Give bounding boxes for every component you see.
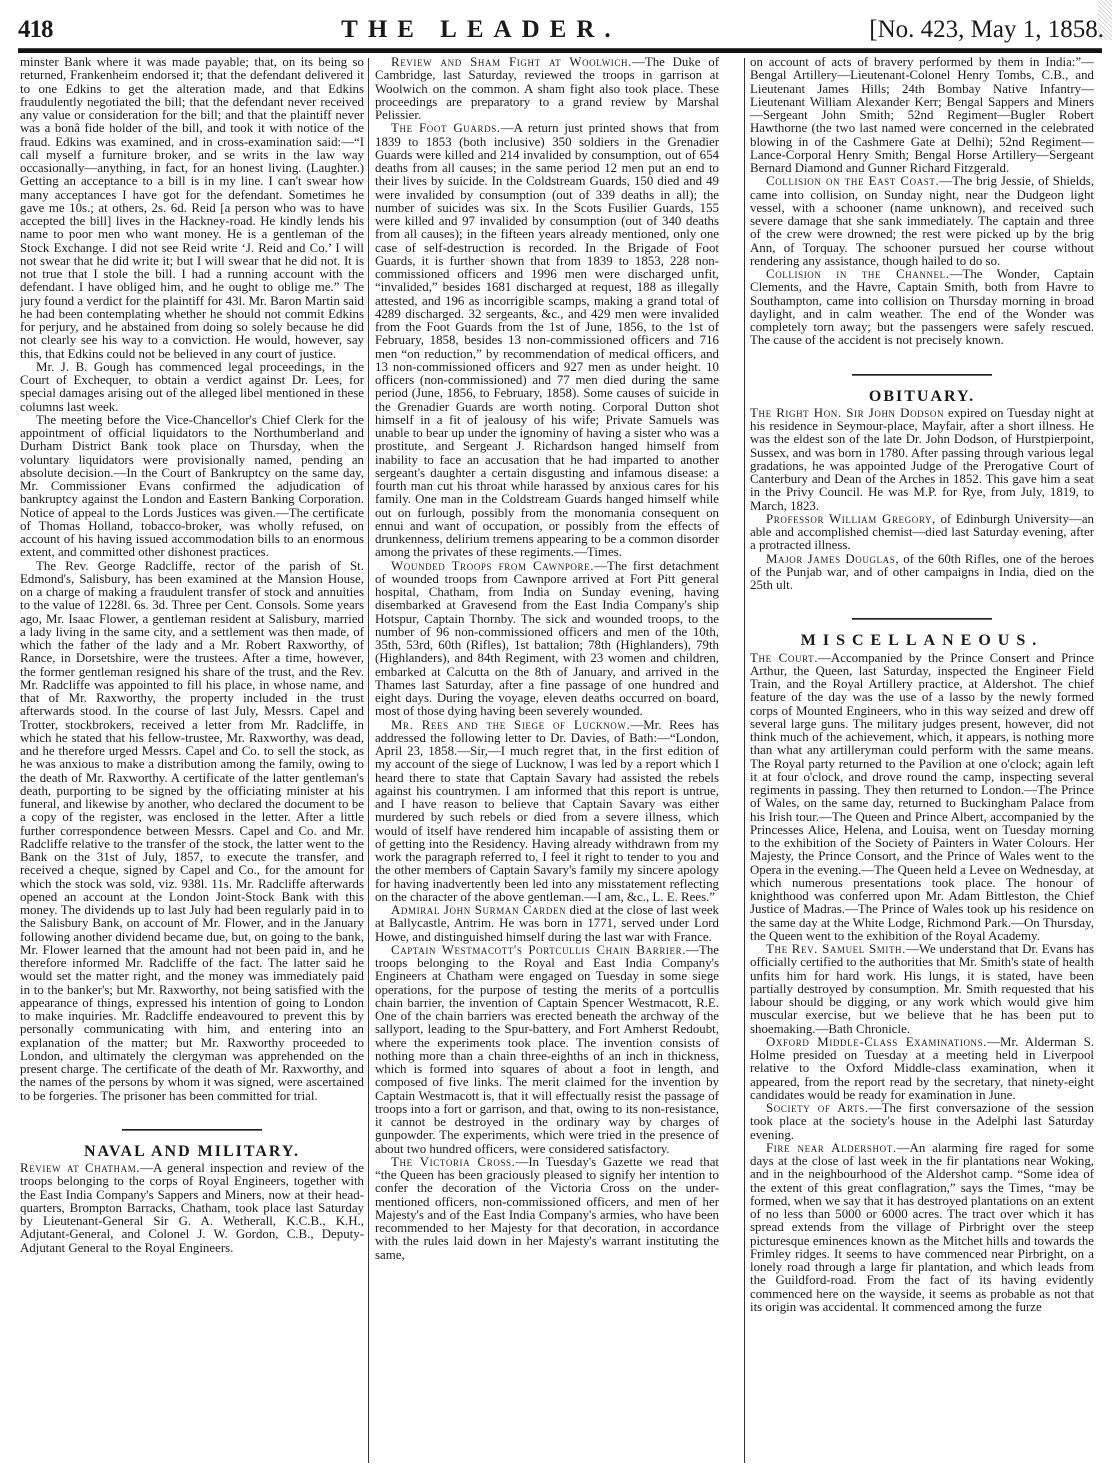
article-paragraph <box>375 560 719 719</box>
article-paragraph: Mr. J. B. Gough has commenced legal proceedings, in the Court of Exchequer, to obtain a verdict against Dr. Lees, for special damages arising out of the alleged libel mentioned in these columns last week. <box>20 359 364 414</box>
column-divider-1 <box>368 58 369 1463</box>
article-lead: Review and Sham Fight at Woolwich. <box>391 56 632 69</box>
section-divider <box>122 1129 262 1131</box>
article-paragraph <box>750 1142 1094 1314</box>
article-body: —Mr. Alderman S. Holme presided on Tuesday at a meeting held in Liverpool relative to the Oxford Middle-class examination, when it appeared, from the report read by the secretary, that ninety-eight candidates would be ready for examination in June. <box>750 1034 1094 1102</box>
article-body: —The first detachment of wounded troops from Cawnpore arrived at Fort Pitt general hospital, Chatham, from India on Sunday evening, having disembarked at Gravesend from the East India Company's ship Hotspur, Captain Thornby. The sick and wounded troops, to the number of 96 non-commissioned officers and men of the 10th, 35th, 53rd, 60th (Rifles), 1st battalion; 78th (Highlanders), 79th (Highlanders), and 84th Regiment, with 23 women and children, embarked at Calcutta on the 8th of January, and arrived in the Thames last Saturday, after a fine passage of one hundred and eight days. During the voyage, eleven deaths occurred on board, most of those dying having been severely wounded. <box>375 558 719 719</box>
article-lead: The Rev. Samuel Smith. <box>766 942 906 956</box>
article-lead: Oxford Middle-Class Examinations. <box>766 1034 988 1049</box>
issue-date: [No. 423, May 1, 1858. <box>869 16 1104 43</box>
article-paragraph <box>750 175 1094 268</box>
article-lead: Captain Westmacott's Portcullis Chain Barrier. <box>391 942 687 957</box>
article-paragraph <box>750 1036 1094 1102</box>
section-divider <box>852 618 992 620</box>
article-lead: Collision in the Channel. <box>766 267 950 281</box>
article-lead: The Victoria Cross. <box>391 1154 516 1169</box>
column-2 <box>375 56 719 1457</box>
section-heading-miscellaneous: MISCELLANEOUS. <box>800 632 1044 650</box>
article-body: —The brig Jessie, of Shields, came into collision, on Sunday night, near the Dudgeon light vessel, with a schooner (name unknown), and received such severe damage that she sank immediately. The captain and three of the crew were drowned; the rest were picked up by the brig Ann, of Torquay. The schooner pursued her course without rendering any assistance, though hailed to do so. <box>750 174 1094 268</box>
article-paragraph <box>375 1156 719 1262</box>
newspaper-title: THE LEADER. <box>341 16 621 43</box>
article-body: —A return just printed shows that from 1839 to 1853 (both inclusive) 350 soldiers in the Grenadier Guards were killed and 214 invalided by consumption, out of 654 deaths from all causes; in the same period 12 men put an end to their lives by suicide. In the Coldstream Guards, 150 died and 49 were invalided by consumption (out of 339 deaths in all); the number of suicides was six. In the Scots Fusilier Guards, 155 were killed and 97 invalided by consumption (out of 340 deaths from all causes); in the fifteen years already mentioned, only one case of self-destruction is recorded. In the Brigade of Foot Guards, it is further shown that from 1839 to 1853, 228 non-commissioned officers and 1996 men were discharged unfit, “invalided,” besides 1681 discharged at request, 188 as illegally attested, and 196 as incorrigible scamps, making a grand total of 4289 discharged. 32 sergeants, &c., and 429 men were invalided from the Foot Guards from the 1st of June, 1856, to the 1st of February, 1858, besides 13 non-commissioned officers and 716 men “on reduction,” by recommendation of medical officers, and 13 non-commissioned officers and 927 men as under height. 10 officers (non-commissioned) and 77 men died during the same period (June, 1856, to February, 1858). Some causes of suicide in the Grenadier Guards are worth noting. Corporal Dutton shot himself in a fit of jealousy of his wife; Private Samuels was unable to bear up under the ignominy of having a sister who was a prostitute, and Sergeant J. Richardson hanged himself from inability to face an accusation that he had imparted to another sergeant's daughter a certain disgusting and infamous disease: a fourth man cut his throat while harassed by anxious cares for his family. One man in the Coldstream Guards hanged himself while out on furlough, possibly from the monomania consequent on ennui and want of occupation, or possibly from the effects of drunkenness, delirium tremens appearing to be a common disorder among the privates of these regiments.—Times. <box>375 121 719 560</box>
article-lead: Fire near Aldershot. <box>766 1140 897 1155</box>
masthead <box>18 14 1104 44</box>
article-body: —The troops belonging to the Royal and East India Company's Engineers at Chatham were engaged on Tuesday in some siege operations, for the purpose of testing the merits of a portcullis chain barrier, the invention of Captain Spencer Westmacott, R.E. One of the chain barriers was erected beneath the archway of the sallyport, leading to the Spur-battery, and Fort Amherst Redoubt, where the experiments took place. The invention consists of nothing more than a chain three-eighths of an inch in thickness, which is formed into squares of about a foot in length, and composed of five links. The merit claimed for the invention by Captain Westmacott is, that it will effectually resist the passage of troops into a fort or garrison, and that, owing to its non-resistance, it cannot be destroyed in the ordinary way by charges of gunpowder. The experiments, which were tried in the presence of about two hundred officers, were considered satisfactory. <box>375 942 719 1156</box>
article-paragraph <box>375 904 719 944</box>
article-body: —Accompanied by the Prince Consert and Prince Arthur, the Queen, last Saturday, inspected the Engineer Field Train, and the Royal Artillery practice, at Aldershot. The chief feature of the day was the use of a lasso by the newly formed corps of Mounted Engineers, who in this way seized and drew off several large guns. The military judges present, however, did not think much of the achievement, which, it appears, is nothing more than what any artilleryman could perform with the same means. The Royal party returned to the Pavilion at one o'clock; again left it at four o'clock, and drove round the camp, inspecting several regiments in passing. They then returned to London.—The Prince of Wales, on the same day, returned to Buckingham Palace from his Irish tour.—The Queen and Prince Albert, accompanied by the Princesses Alice, Helena, and Louisa, went on Tuesday morning to the exhibition of the Society of Painters in Water Colours. Her Majesty, the Prince Consort, and the Prince of Wales went to the Opera in the evening.—The Queen held a Levee on Wednesday, at which numerous presentations took place. The honour of knighthood was conferred upon Mr. Adam Bittleston, the Chief Justice of Madras.—The Prince of Wales took up his residence on the same day at the White Lodge, Richmond Park.—On Thursday, the Queen went to the exhibition of the Royal Academy. <box>750 650 1094 943</box>
section-heading-naval-military: NAVAL AND MILITARY. <box>83 1142 300 1160</box>
article-body: of Edinburgh University—an able and accomplished chemist—died last Saturday evening, after a protracted illness. <box>750 511 1094 553</box>
article-body: —Mr. Rees has addressed the following letter to Dr. Davies, of Bath:—“London, April 23, 1858.—Sir,—I much regret that, in the first edition of my account of the siege of Lucknow, I was led by a report which I heard there to state that Captain Savary had assisted the rebels against his countrymen. I am informed that this report is untrue, and I have reason to believe that Captain Savary was either murdered by such rebels or died from a severe illness, which would of itself have rendered him incapable of assisting them or of getting into the Residency. Having already withdrawn from my work the paragraph referred to, I feel it right to tender to you and the other members of Captain Savary's family my sincere apology for having inadvertently been led into any misstatement reflecting on the character of the above gentleman.—I am, &c., L. E. Rees.” <box>375 717 719 904</box>
section-divider <box>852 374 992 376</box>
article-paragraph <box>750 513 1094 553</box>
article-body: —The Wonder, Captain Clements, and the Havre, Captain Smith, both from Havre to Southampton, came into collision on Thursday morning in broad daylight, and in calm weather. The end of the Wonder was completely torn away; but the passengers were safely rescued. The cause of the accident is not precisely known. <box>750 267 1094 348</box>
article-lead: The Court. <box>750 650 819 665</box>
article-paragraph <box>750 943 1094 1036</box>
article-paragraph <box>750 268 1094 348</box>
article-paragraph <box>375 122 719 559</box>
article-lead: The Foot Guards. <box>391 121 501 136</box>
article-paragraph <box>375 56 719 122</box>
masthead-rule <box>18 48 1102 53</box>
article-lead: Collision on the East Coast. <box>766 174 940 189</box>
article-lead: Admiral John Surman Carden <box>391 903 567 917</box>
article-paragraph: The meeting before the Vice-Chancellor's Chief Clerk for the appointment of official liquidators to the Northumberland and Durham District Bank took place on Thursday, when the voluntary liquidators were provisionally named, pending an absolute decision.—In the Court of Bankruptcy on the same day, Mr. Commissioner Evans confirmed the adjudication of bankruptcy against the London and Eastern Banking Corporation. Notice of appeal to the Lords Justices was given.—The certificate of Thomas Holland, tobacco-broker, was wholly refused, on account of his having issued accommodation bills to an enormous extent, and committed other dishonest practices. <box>20 412 364 560</box>
article-paragraph: minster Bank where it was made payable; that, on its being so returned, Frankenheim endorsed it; that the defendant delivered it to one Edkins to get the alteration made, and that Edkins fraudulently negotiated the bill; that the defendant never received any value or consideration for the bill; and that the plaintiff never was a bonâ fide holder of the bill, and took it with notice of the fraud. Edkins was examined, and in cross-examination said:—“I call myself a furniture broker, and se writs in the law way occasionally—anything, in fact, for an honest living. (Laughter.) Getting an acceptance to a bill is in my line. I can't swear how many acceptances I have got for the defendant. Sometimes he gave me 10s.; at others, 2s. 6d. Reid [a person who was to have accepted the bill] lives in the Hackney-road. He kindly lends his name to poor men who want money. He is a gentleman of the Stock Exchange. I did not see Reid write ‘J. Reid and Co.’ I will not swear that he did write it; but I will swear that he did not. It is not true that I stole the bill. I had a running account with the defendant. I have obliged him, and he ought to oblige me.” The jury found a verdict for the plaintiff for 43l. Mr. Baron Martin said he had been contemplating whether he should not commit Edkins for perjury, and he abstained from doing so solely because he did not clearly see his way to a conviction. He would, however, say this, that Edkins could not be believed in any court of justice. <box>20 56 364 361</box>
article-lead: Society of Arts. <box>766 1101 869 1115</box>
page-number: 418 <box>18 16 53 43</box>
article-lead: Review at Chatham. <box>20 1161 141 1175</box>
column-3 <box>750 56 1094 1457</box>
article-paragraph <box>750 553 1094 593</box>
article-body: died at the close of last week at Ballycastle, Antrim. He was born in 1771, served under Lord Howe, and distinguished himself during the last war with France. <box>375 903 719 944</box>
column-divider-2 <box>744 58 745 1463</box>
article-paragraph <box>750 407 1094 513</box>
article-paragraph <box>375 944 719 1156</box>
article-lead: The Right Hon. Sir John Dodson <box>750 405 945 420</box>
article-body: expired on Tuesday night at his residence in Seymour-place, Mayfair, after a short illness. He was the eldest son of the late Dr. John Dodson, of Hurstpierpoint, Sussex, and was born in 1780. After passing through various legal gradations, he was appointed Judge of the Prerogative Court of Canterbury and Dean of the Arches in 1852. This gave him a seat in the Privy Council. He was M.P. for Rye, from July, 1819, to March, 1823. <box>750 405 1094 513</box>
section-heading-obituary: OBITUARY. <box>868 387 976 405</box>
article-body: of the 60th Rifles, one of the heroes of the Punjab war, and of other campaigns in India, died on the 25th ult. <box>750 551 1094 592</box>
article-paragraph <box>20 1162 364 1255</box>
article-paragraph: The Rev. George Radcliffe, rector of the parish of St. Edmond's, Salisbury, has been examined at the Mansion House, on a charge of making a fraudulent transfer of stock and annuities to the value of 1228l. 6s. 3d. Three per Cent. Consols. Some years ago, Mr. Isaac Flower, a gentleman resident at Salisbury, married a lady living in the same city, and a settlement was then made, of which the father of the lady and a Mr. Robert Raxworthy, of Rance, in Dorsetshire, were the trustees. After a time, however, the former gentleman resigned his share of the trust, and the Rev. Mr. Radcliffe was appointed to fill his place, in whose name, and that of Mr. Raxworthy, the property included in the trust afterwards stood. In the course of last July, Messrs. Capel and Trotter, stockbrokers, received a letter from Mr. Radcliffe, in which he stated that his fellow-trustee, Mr. Raxworthy, was dead, and he therefore urged Messrs. Capel and Co. to sell the stock, as he was anxious to make a distribution among the family, owing to the death of Mr. Raxworthy. A certificate of the latter gentleman's death, purporting to be signed by the officiating minister at his funeral, and likewise by another, who declared the document to be a copy of the register, was enclosed in the letter. After a little further correspondence between Messrs. Capel and Co. and Mr. Radcliffe relative to the transfer of the stock, the latter went to the Bank on the 31st of July, 1857, to execute the transfer, and received a cheque, signed by Capel and Co., for the amount for which the stock was sold, viz. 938l. 11s. Mr. Radcliffe afterwards opened an account at the London Joint-Stock Bank with this money. The dividends up to last July had been regularly paid in to the Salisbury Bank, on account of Mr. Flower, and in the January following another dividend became due, but, on going to the bank, Mr. Flower learned that the amount had not been paid in, and he therefore informed Mr. Radcliffe of the fact. The latter said he would set the matter right, and the money was immediately paid in to the banker's; but Mr. Raxworthy, not being satisfied with the appearance of things, expressed his intention of going to London to make inquiries. Mr. Radcliffe endeavoured to prevent this by personally communicating with him, and entering into an explanation of the matter; but Mr. Raxworthy proceeded to London, and ultimately the clergyman was apprehended on the present charge. The certificate of the death of Mr. Raxworthy, and the names of the persons by whom it was signed, were ascertained to be forgeries. The prisoner has been committed for trial. <box>20 558 364 1103</box>
article-body: —The Duke of Cambridge, last Saturday, reviewed the troops in garrison at Woolwich on the common. A sham fight also took place. These proceedings are preparatory to a grand review by Marshal Pelissier. <box>375 56 719 122</box>
article-body: —In Tuesday's Gazette we read that “the Queen has been graciously pleased to signify her intention to confer the decoration of the Victoria Cross on the under-mentioned officers, non-commissioned officers, and men of her Majesty's and of the East India Company's armies, who have been recommended to her Majesty for that decoration, in accordance with the rules laid down in her Majesty's warrant instituting the same, <box>375 1154 719 1262</box>
article-body: —We understand that Dr. Evans has officially certified to the authorities that Mr. Smith's state of health unfits him for hard work. His lungs, it is stated, have been partially destroyed by consumption. Mr. Smith requested that his labour should be digging, or any work which would give him muscular exercise, but we believe that he has been put to shoemaking.—Bath Chronicle. <box>750 942 1094 1036</box>
article-body: —An alarming fire raged for some days at the close of last week in the fir plantations near Woking, and in the neighbourhood of the Aldershot camp. “Some idea of the extent of this great conflagration,” says the Times, “may be formed, when we say that it has destroyed plantations on an extent of no less than 5000 or 6000 acres. The tract over which it has spread extends from the village of Pirbright over the steep picturesque eminences known as the Mitchet hills and towards the Frimley ridges. It seems to have commenced near Pirbright, on a lonely road through a large fir plantation, and which leads from the Guildford-road. From the fact of its having evidently commenced here on the wayside, it seems as probable as not that its origin was accidental. It commenced among the furze <box>750 1140 1094 1314</box>
article-lead: Wounded Troops from Cawnpore. <box>391 558 595 573</box>
article-body: —The first conversazione of the session took place at the society's house in the Adelphi last Saturday evening. <box>750 1101 1094 1142</box>
article-lead: Major James Douglas, <box>766 551 900 566</box>
article-paragraph <box>375 719 719 905</box>
article-paragraph: on account of acts of bravery performed by them in India:”—Bengal Artillery—Lieutenant-Colonel Henry Tombs, C.B., and Lieutenant James Hills; 24th Bombay Native Infantry—Lieutenant William Alexander Kerr; Bengal Sappers and Miners—Sergeant John Smith; 52nd Regiment—Bugler Robert Hawthorne (the two last named were concerned in the celebrated blowing in of the Cashmere Gate at Delhi); 52nd Regiment—Lance-Corporal Henry Smith; Bengal Horse Artillery—Sergeant Bernard Diamond and Gunner Richard Fitzgerald. <box>750 56 1094 175</box>
article-paragraph <box>750 652 1094 944</box>
article-body: —A general inspection and review of the troops belonging to the corps of Royal Engineers, together with the East India Company's Sappers and Miners, now at their head-quarters, Brompton Barracks, Chatham, took place last Saturday by Lieutenant-General Sir G. A. Wetherall, K.C.B., K.H., Adjutant-General, and Colonel J. W. Gordon, C.B., Deputy-Adjutant General to the Royal Engineers. <box>20 1161 364 1255</box>
article-paragraph <box>750 1102 1094 1142</box>
column-1 <box>20 56 364 1457</box>
article-lead: Mr. Rees and the Siege of Lucknow. <box>391 717 631 732</box>
article-lead: Professor William Gregory, <box>766 511 936 526</box>
